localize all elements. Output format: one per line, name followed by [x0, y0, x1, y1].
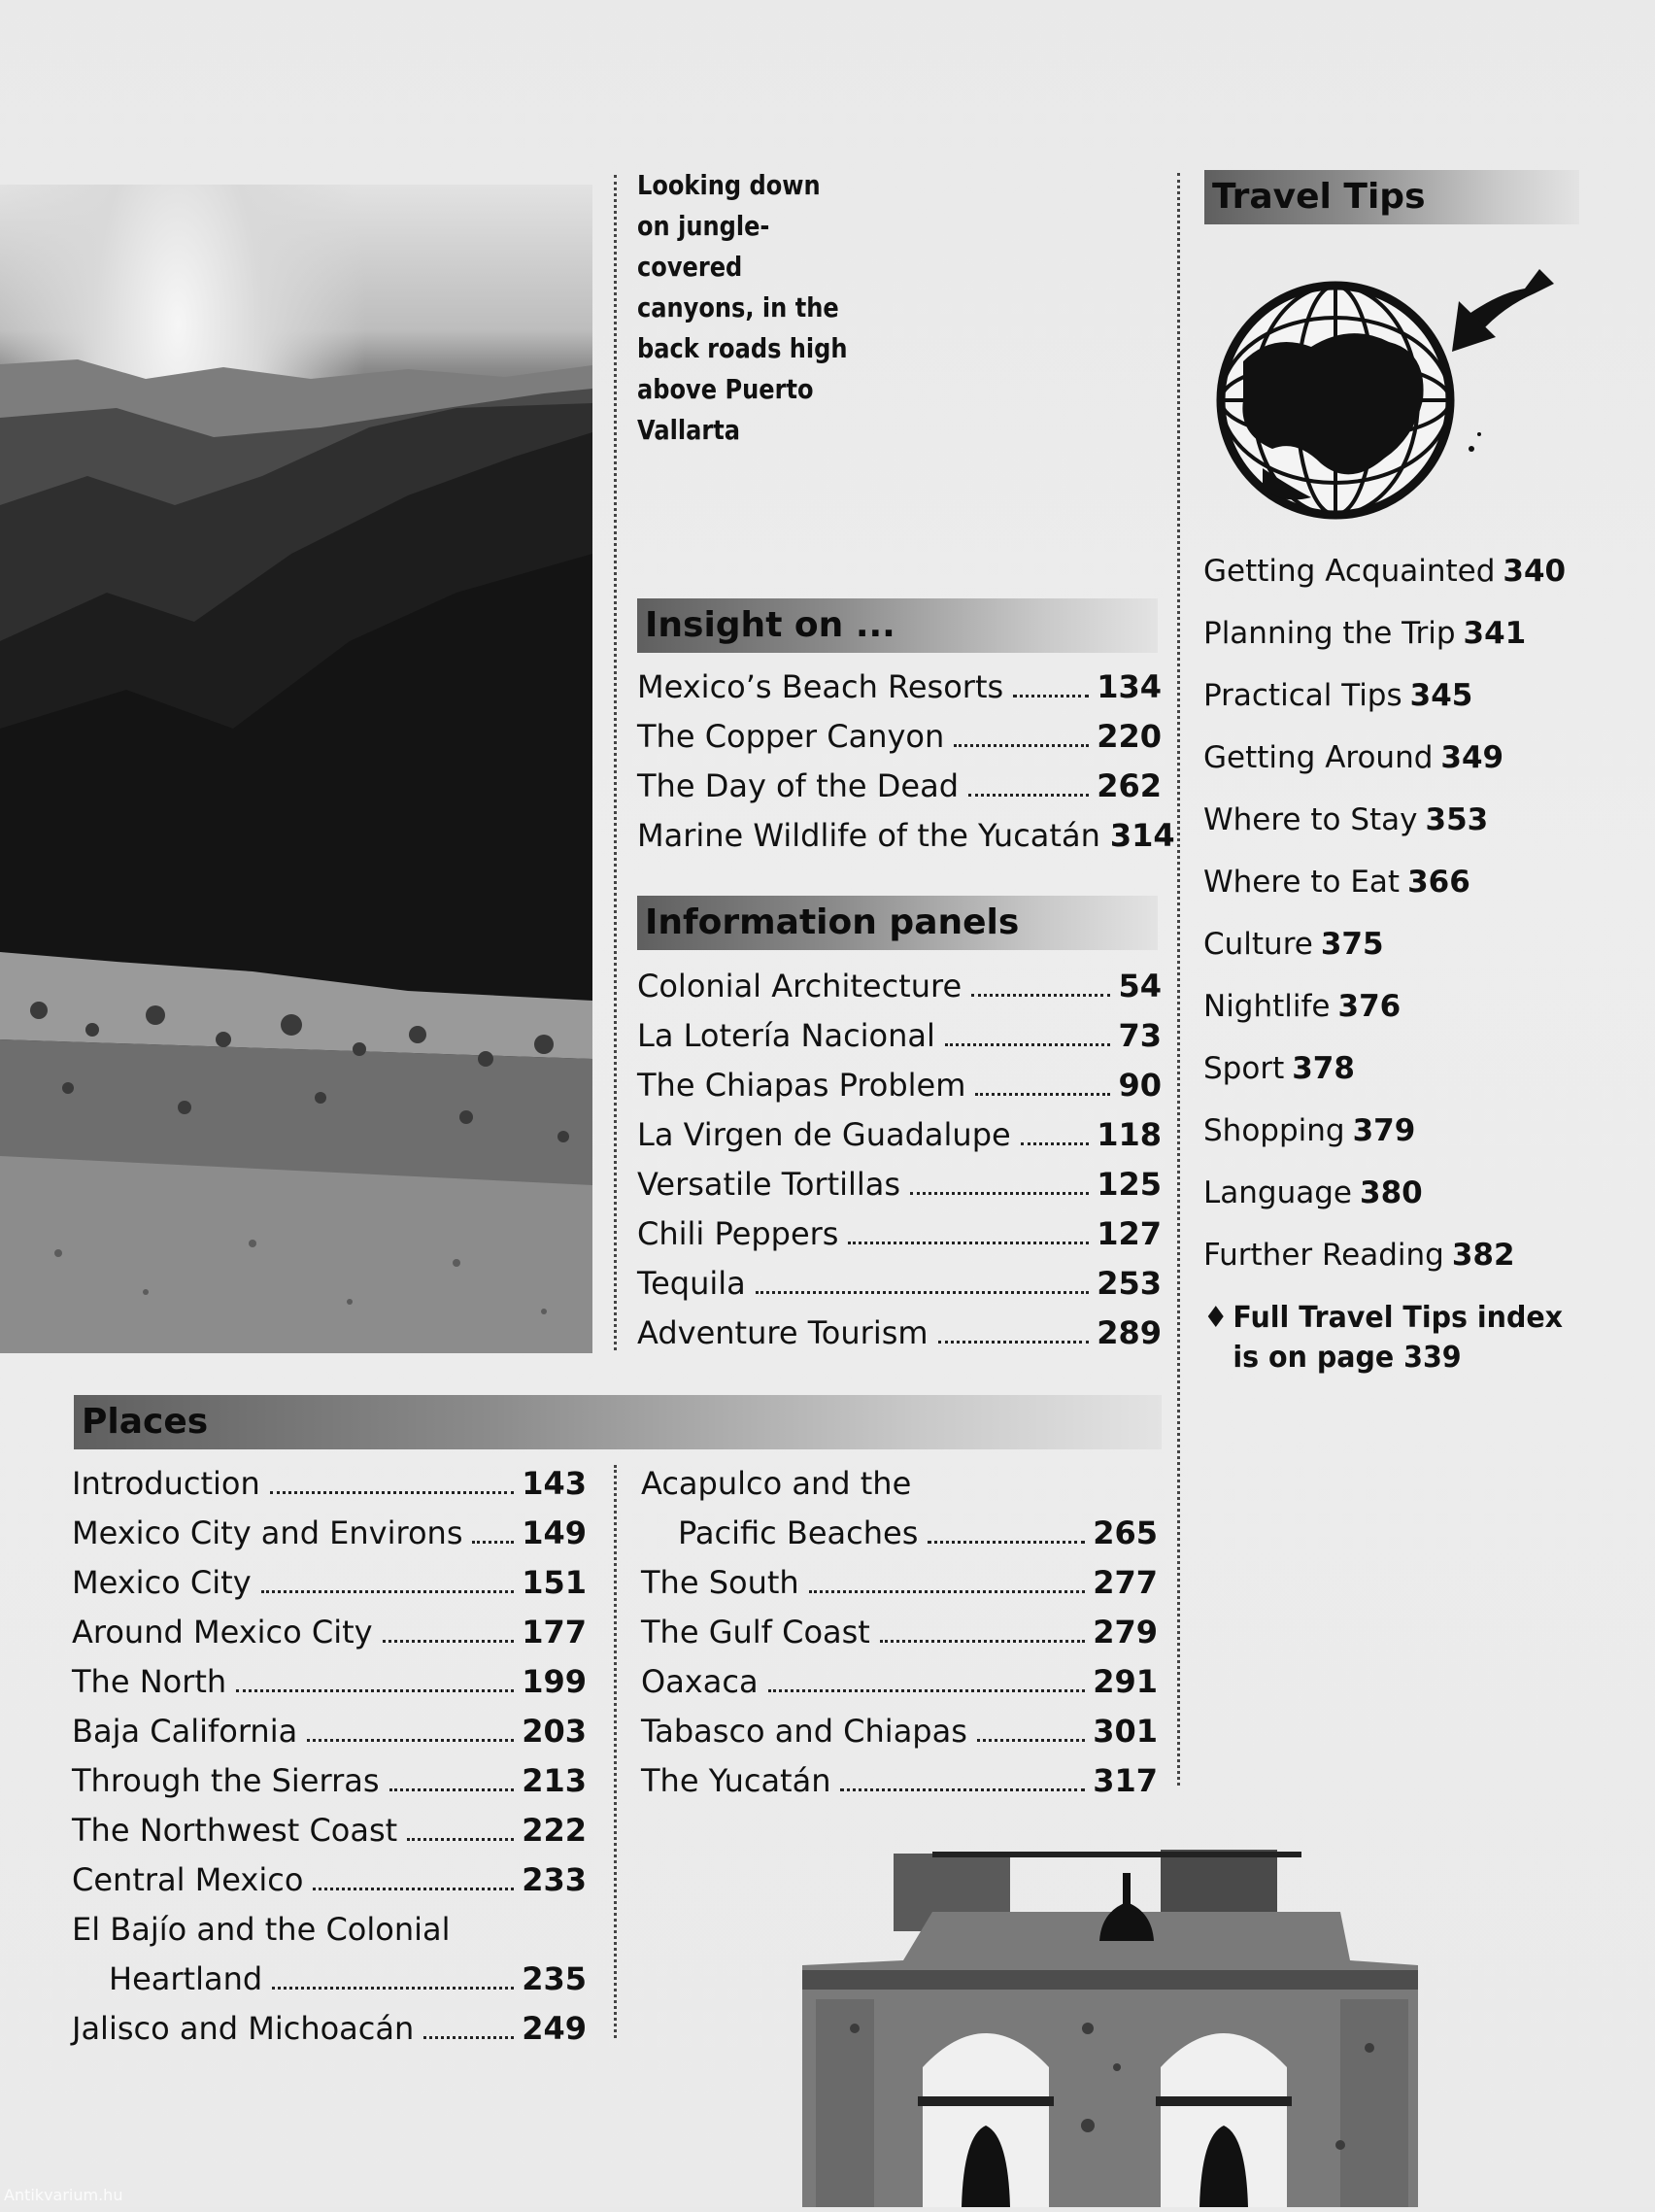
toc-row — [72, 1806, 587, 1855]
page-number: 54 — [1118, 968, 1162, 1004]
dot-leader — [910, 1192, 1089, 1195]
toc-row — [637, 1011, 1162, 1061]
entry-label: Mexico City and Environs — [72, 1514, 463, 1551]
insight-list — [637, 663, 1175, 861]
full-index-line: is on page 339 — [1233, 1341, 1462, 1375]
dot-leader — [472, 1541, 514, 1544]
toc-row — [72, 1707, 587, 1756]
list-item — [1203, 857, 1631, 919]
dot-leader — [809, 1590, 1086, 1593]
page-number: 125 — [1097, 1166, 1162, 1203]
dot-leader — [756, 1291, 1089, 1294]
list-item — [1203, 608, 1631, 670]
mountain-canyon-illustration — [0, 185, 592, 1353]
entry-label: Pacific Beaches — [678, 1514, 919, 1551]
page-number: 379 — [1352, 1113, 1416, 1148]
entry-label: Introduction — [72, 1465, 260, 1502]
travel-tips-header — [1204, 170, 1579, 224]
dot-leader — [945, 1043, 1111, 1046]
section-title: Insight on ... — [645, 605, 895, 645]
page-number: 73 — [1118, 1017, 1162, 1054]
dot-leader — [407, 1838, 514, 1841]
entry-label: Mexico City — [72, 1564, 252, 1601]
page-number: 380 — [1360, 1175, 1423, 1210]
entry-label: Central Mexico — [72, 1861, 304, 1898]
entry-label: Acapulco and the — [641, 1465, 912, 1502]
dot-leader — [975, 1093, 1110, 1096]
page-number: 340 — [1503, 554, 1567, 589]
dot-leader — [938, 1341, 1090, 1344]
page-number: 213 — [522, 1762, 587, 1799]
toc-row — [637, 1061, 1162, 1110]
entry-label: Practical Tips — [1203, 678, 1402, 713]
toc-row — [637, 811, 1175, 861]
page-number: 151 — [522, 1564, 587, 1601]
globe-icon — [1204, 255, 1573, 536]
page-number: 235 — [522, 1960, 587, 1997]
page-number: 90 — [1118, 1067, 1162, 1104]
dot-leader — [848, 1242, 1089, 1244]
toc-row — [637, 663, 1162, 712]
places-header — [74, 1395, 1162, 1449]
page-number: 277 — [1093, 1564, 1158, 1601]
toc-row — [637, 1309, 1162, 1358]
dot-leader — [954, 744, 1089, 747]
toc-row — [637, 962, 1162, 1011]
entry-label: Oaxaca — [641, 1663, 759, 1700]
insight-header — [637, 598, 1158, 653]
column-divider — [1177, 173, 1180, 1786]
section-title: Information panels — [645, 902, 1020, 942]
dot-leader — [307, 1739, 514, 1742]
diamond-bullet-icon: ♦ — [1203, 1301, 1229, 1335]
dot-leader — [313, 1888, 514, 1890]
entry-label: Heartland — [109, 1960, 263, 1997]
page-number: 341 — [1463, 616, 1527, 651]
section-title: Places — [82, 1402, 209, 1442]
list-item — [1203, 1106, 1631, 1168]
landscape-photo — [0, 185, 592, 1353]
dot-leader — [423, 2036, 514, 2039]
page-number: 262 — [1097, 767, 1162, 804]
entry-label: The Yucatán — [641, 1762, 831, 1799]
toc-row — [72, 1459, 587, 1509]
entry-label: The Day of the Dead — [637, 767, 959, 804]
travel-tips-list — [1203, 546, 1631, 1292]
toc-row — [641, 1509, 1158, 1558]
page-number: 134 — [1097, 668, 1162, 705]
bell-tower-photo — [796, 1834, 1437, 2207]
toc-row — [641, 1608, 1158, 1657]
list-item — [1203, 981, 1631, 1043]
dot-leader — [880, 1640, 1085, 1643]
list-item — [1203, 732, 1631, 795]
entry-label: La Lotería Nacional — [637, 1017, 935, 1054]
caption-line: above Puerto — [637, 373, 814, 405]
caption-line: on jungle-covered — [637, 210, 770, 283]
list-item — [1203, 1168, 1631, 1230]
caption-line: canyons, in the — [637, 291, 839, 323]
toc-row — [637, 712, 1162, 762]
information-panels-list — [637, 962, 1162, 1358]
entry-label: Tabasco and Chiapas — [641, 1713, 967, 1750]
entry-label: Tequila — [637, 1265, 746, 1302]
entry-label: Mexico’s Beach Resorts — [637, 668, 1004, 705]
toc-row — [72, 1756, 587, 1806]
page-number: 249 — [522, 2010, 587, 2047]
column-divider — [614, 1465, 617, 2038]
dot-leader — [768, 1689, 1086, 1692]
page-number: 143 — [522, 1465, 587, 1502]
toc-row — [637, 1110, 1162, 1160]
entry-label: Marine Wildlife of the Yucatán — [637, 817, 1100, 854]
dot-leader — [236, 1689, 514, 1692]
page-number: 353 — [1425, 802, 1489, 837]
entry-label: Planning the Trip — [1203, 616, 1456, 651]
page-number: 314 — [1109, 817, 1175, 854]
entry-label: El Bajío and the Colonial — [72, 1911, 451, 1948]
toc-row — [72, 1657, 587, 1707]
toc-row — [637, 1209, 1162, 1259]
entry-label: The Chiapas Problem — [637, 1067, 966, 1104]
entry-label: Jalisco and Michoacán — [72, 2010, 415, 2047]
page-number: 220 — [1097, 718, 1162, 755]
caption-line: back roads high — [637, 332, 848, 364]
entry-label: Adventure Tourism — [637, 1314, 929, 1351]
full-index-note — [1203, 1298, 1591, 1378]
entry-label: Versatile Tortillas — [637, 1166, 901, 1203]
page-number: 378 — [1292, 1051, 1355, 1086]
toc-row — [637, 762, 1162, 811]
watermark-text: Antikvarium.hu — [4, 2186, 123, 2204]
entry-label: La Virgen de Guadalupe — [637, 1116, 1011, 1153]
dot-leader — [977, 1739, 1085, 1742]
page-number: 345 — [1409, 678, 1473, 713]
dot-leader — [840, 1788, 1085, 1791]
toc-row — [72, 1608, 587, 1657]
places-list-right — [641, 1459, 1158, 1806]
places-list-left — [72, 1459, 587, 2054]
entry-label: Chili Peppers — [637, 1215, 839, 1252]
entry-label: Nightlife — [1203, 989, 1331, 1024]
toc-row — [637, 1160, 1162, 1209]
dot-leader — [270, 1491, 514, 1494]
page-number: 291 — [1093, 1663, 1158, 1700]
list-item — [1203, 795, 1631, 857]
dot-leader — [928, 1541, 1085, 1544]
dot-leader — [1021, 1142, 1090, 1145]
entry-label: Getting Around — [1203, 740, 1434, 775]
page-number: 366 — [1407, 865, 1470, 900]
toc-row — [641, 1558, 1158, 1608]
list-item — [1203, 1043, 1631, 1106]
page-number: 127 — [1097, 1215, 1162, 1252]
entry-label: Language — [1203, 1175, 1352, 1210]
page-number: 149 — [522, 1514, 587, 1551]
dot-leader — [383, 1640, 515, 1643]
dot-leader — [272, 1987, 514, 1990]
page-number: 177 — [522, 1614, 587, 1650]
entry-label: Culture — [1203, 927, 1313, 962]
page-number: 376 — [1337, 989, 1402, 1024]
photo-caption — [637, 165, 855, 451]
page-number: 233 — [522, 1861, 587, 1898]
toc-row — [641, 1707, 1158, 1756]
list-item — [1203, 670, 1631, 732]
entry-label: The Northwest Coast — [72, 1812, 398, 1849]
caption-line: Looking down — [637, 169, 821, 201]
page-number: 265 — [1093, 1514, 1158, 1551]
entry-label: Where to Stay — [1203, 802, 1418, 837]
toc-row — [72, 1955, 587, 2004]
dot-leader — [1013, 695, 1089, 698]
entry-label: Colonial Architecture — [637, 968, 963, 1004]
entry-label: Sport — [1203, 1051, 1285, 1086]
full-index-line: Full Travel Tips index — [1233, 1301, 1564, 1335]
list-item — [1203, 919, 1631, 981]
entry-label: The North — [72, 1663, 227, 1700]
page-number: 317 — [1093, 1762, 1158, 1799]
page-number: 375 — [1320, 927, 1384, 962]
column-divider — [614, 175, 617, 1350]
entry-label: Further Reading — [1203, 1238, 1444, 1273]
caption-line: Vallarta — [637, 414, 740, 446]
page-number: 289 — [1097, 1314, 1162, 1351]
entry-label: Through the Sierras — [72, 1762, 380, 1799]
section-title: Travel Tips — [1212, 177, 1426, 217]
page-number: 349 — [1440, 740, 1504, 775]
toc-row — [641, 1459, 1158, 1509]
toc-row — [72, 1905, 587, 1955]
entry-label: Baja California — [72, 1713, 298, 1750]
page-number: 222 — [522, 1812, 587, 1849]
toc-row — [72, 1855, 587, 1905]
entry-label: Around Mexico City — [72, 1614, 373, 1650]
dot-leader — [389, 1788, 515, 1791]
page-number: 199 — [522, 1663, 587, 1700]
entry-label: The Gulf Coast — [641, 1614, 870, 1650]
page-number: 118 — [1097, 1116, 1162, 1153]
page-number: 382 — [1451, 1238, 1515, 1273]
toc-row — [641, 1756, 1158, 1806]
entry-label: The Copper Canyon — [637, 718, 945, 755]
page-number: 301 — [1093, 1713, 1158, 1750]
entry-label: The South — [641, 1564, 799, 1601]
toc-row — [72, 1558, 587, 1608]
toc-row — [72, 2004, 587, 2054]
toc-row — [72, 1509, 587, 1558]
entry-label: Where to Eat — [1203, 865, 1401, 900]
dot-leader — [968, 794, 1089, 797]
entry-label: Shopping — [1203, 1113, 1345, 1148]
list-item — [1203, 1230, 1631, 1292]
information-panels-header — [637, 896, 1158, 950]
dot-leader — [261, 1590, 515, 1593]
page-number: 203 — [522, 1713, 587, 1750]
dot-leader — [971, 994, 1110, 997]
toc-row — [637, 1259, 1162, 1309]
toc-row — [641, 1657, 1158, 1707]
list-item — [1203, 546, 1631, 608]
entry-label: Getting Acquainted — [1203, 554, 1496, 589]
page-number: 253 — [1097, 1265, 1162, 1302]
page-number: 279 — [1093, 1614, 1158, 1650]
